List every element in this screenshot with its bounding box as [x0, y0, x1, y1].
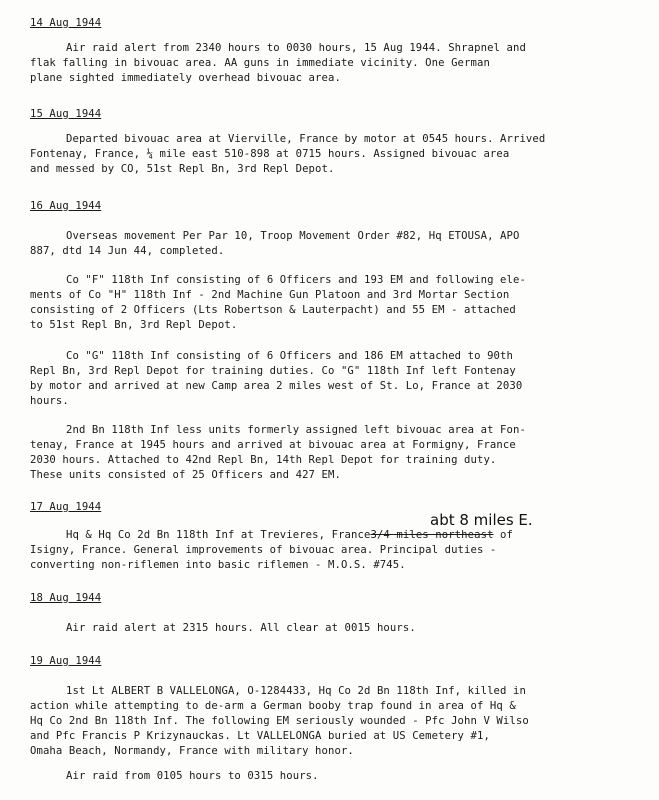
- entry-text-line: These units consisted of 25 Officers and 427 EM.: [30, 469, 341, 481]
- entry-text-line: to 51st Repl Bn, 3rd Repl Depot.: [30, 319, 238, 331]
- handwritten-correction: abt 8 miles E.: [430, 511, 533, 529]
- entry-date: 17 Aug 1944: [30, 501, 102, 513]
- entry-text-line: Fontenay, France, ¼ mile east 510-898 at 0715 hours. Assigned bivouac area: [30, 148, 510, 160]
- entry-date: 14 Aug 1944: [30, 17, 102, 29]
- entry-text-line: and messed by CO, 51st Repl Bn, 3rd Repl Depot.: [30, 163, 335, 175]
- entry-text-line: action while attempting to de-arm a German booby trap found in area of Hq &: [30, 700, 516, 712]
- entry-text-line: tenay, France at 1945 hours and arrived at bivouac area at Formigny, France: [30, 439, 516, 451]
- entry-text-line: ments of Co "H" 118th Inf - 2nd Machine Gun Platoon and 3rd Mortar Section: [30, 289, 510, 301]
- entry-text-line: 2030 hours. Attached to 42nd Repl Bn, 14th Repl Depot for training duty.: [30, 454, 497, 466]
- entry-text-line: consisting of 2 Officers (Lts Robertson & Lauterpacht) and 55 EM - attached: [30, 304, 516, 316]
- entry-text-line: 887, dtd 14 Jun 44, completed.: [30, 245, 225, 257]
- entry-date: 19 Aug 1944: [30, 655, 102, 667]
- entry-text-line: converting non-riflemen into basic riflemen - M.O.S. #745.: [30, 559, 406, 571]
- entry-date: 16 Aug 1944: [30, 200, 102, 212]
- entry-text-line: Air raid from 0105 hours to 0315 hours.: [66, 770, 319, 782]
- entry-text-line: and Pfc Francis P Krizynauckas. Lt VALLELONGA buried at US Cemetery #1,: [30, 730, 490, 742]
- entry-text-line: Departed bivouac area at Vierville, France by motor at 0545 hours. Arrived: [66, 133, 546, 145]
- entry-text-line: Co "G" 118th Inf consisting of 6 Officers and 186 EM attached to 90th: [66, 350, 513, 362]
- entry-text-line: Co "F" 118th Inf consisting of 6 Officers and 193 EM and following ele-: [66, 274, 526, 286]
- entry-text-line: Repl Bn, 3rd Repl Depot for training duties. Co "G" 118th Inf left Fontenay: [30, 365, 516, 377]
- entry-text-line: Isigny, France. General improvements of bivouac area. Principal duties -: [30, 544, 497, 556]
- entry-text-line: Air raid alert from 2340 hours to 0030 hours, 15 Aug 1944. Shrapnel and: [66, 42, 526, 54]
- entry-text-line: by motor and arrived at new Camp area 2 miles west of St. Lo, France at 2030: [30, 380, 523, 392]
- entry-text-line: hours.: [30, 395, 69, 407]
- entry-text-line: 1st Lt ALBERT B VALLELONGA, O-1284433, Hq Co 2d Bn 118th Inf, killed in: [66, 685, 526, 697]
- entry-text-line: Overseas movement Per Par 10, Troop Movement Order #82, Hq ETOUSA, APO: [66, 230, 520, 242]
- entry-date: 15 Aug 1944: [30, 108, 102, 120]
- entry-date: 18 Aug 1944: [30, 592, 102, 604]
- entry-text-segment: Hq & Hq Co 2d Bn 118th Inf at Trevieres, France: [66, 529, 371, 541]
- entry-text-line: Air raid alert at 2315 hours. All clear at 0015 hours.: [66, 622, 416, 634]
- entry-text-segment: of: [493, 529, 513, 541]
- entry-text-line: Omaha Beach, Normandy, France with military honor.: [30, 745, 354, 757]
- entry-text-line: [66, 529, 513, 542]
- entry-text-line: flak falling in bivouac area. AA guns in immediate vicinity. One German: [30, 57, 490, 69]
- struck-text: 3/4 miles northeast: [370, 529, 494, 541]
- entry-text-line: 2nd Bn 118th Inf less units formerly assigned left bivouac area at Fon-: [66, 424, 526, 436]
- entry-text-line: Hq Co 2nd Bn 118th Inf. The following EM seriously wounded - Pfc John V Wilso: [30, 715, 529, 727]
- entry-text-line: plane sighted immediately overhead bivouac area.: [30, 72, 341, 84]
